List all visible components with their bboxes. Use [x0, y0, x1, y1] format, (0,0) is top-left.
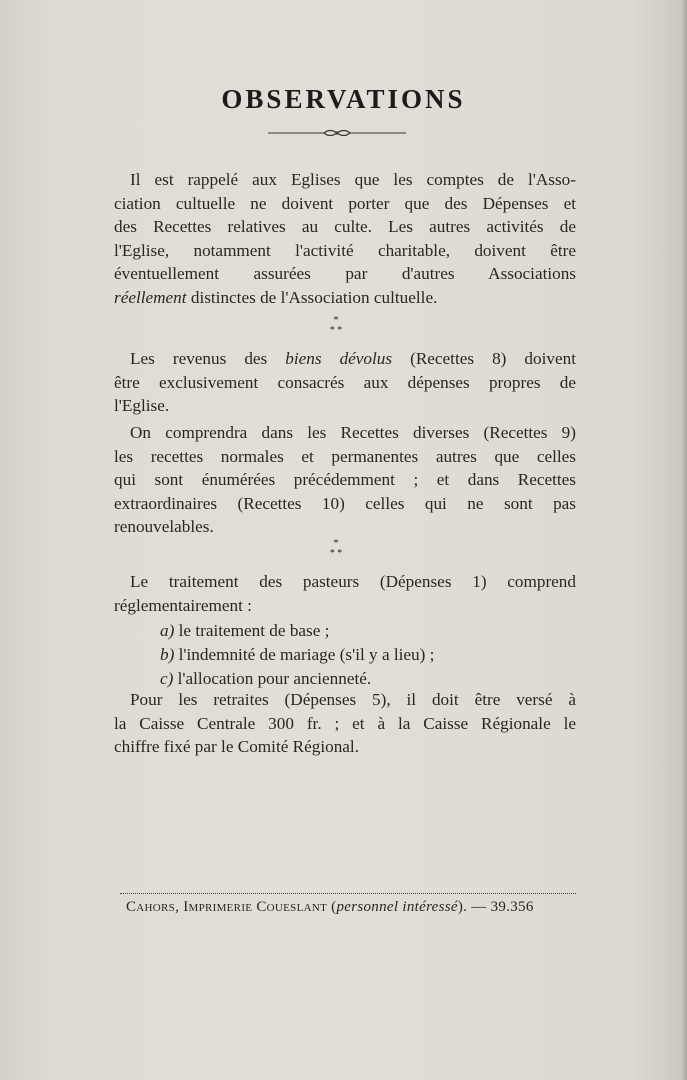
text-fragment: (Recettes 8) doivent: [392, 349, 576, 368]
text-line: Le traitement des pasteurs (Dépenses 1) comprend: [130, 572, 576, 591]
printer-colophon: Cahors, Imprimerie Coueslant (personnel intéressé). — 39.356: [126, 899, 534, 915]
list-item: [160, 643, 540, 667]
asterism-top: *: [333, 538, 339, 549]
list-item-text: le traitement de base ;: [174, 621, 330, 640]
text-line: l'Eglise.: [114, 396, 170, 415]
italic-word: réellement: [114, 287, 187, 307]
list-item-text: l'allocation pour ancienneté.: [173, 669, 372, 688]
text-line: On comprendra dans les Recettes diverses (Recettes 9): [130, 423, 576, 442]
text-line: Pour les retraites (Dépenses 5), il doit être versé à: [130, 690, 576, 709]
printer-note: personnel intéressé: [336, 899, 458, 915]
text-line: ciation cultuelle ne doivent porter que des Dépenses et: [114, 193, 576, 213]
text-fragment: distinctes de l'Association cultuelle.: [186, 287, 438, 307]
asterism-bottom: * *: [329, 325, 343, 336]
text-line: qui sont énumérées précédemment ; et dans Recettes: [114, 470, 576, 489]
footer-rule: [120, 893, 576, 894]
text-line: chiffre fixé par le Comité Régional.: [114, 737, 359, 756]
text-line: [114, 347, 576, 371]
printer-name: Cahors, Imprimerie Coueslant: [126, 899, 328, 915]
text-line: [114, 286, 576, 310]
title-ornament: [268, 125, 406, 141]
text-line: l'Eglise, notamment l'activité charitable, doivent être: [114, 240, 576, 260]
asterism-separator: [316, 539, 356, 561]
list-marker: c): [160, 669, 174, 688]
text-line: renouvelables.: [114, 517, 214, 536]
paragraph-biens-devolus: [114, 347, 576, 418]
print-number: 39.356: [490, 899, 534, 915]
paragraph-association: [114, 168, 576, 309]
text-line: des Recettes relatives au culte. Les autres activités de: [114, 217, 576, 236]
page-title: OBSERVATIONS: [221, 84, 466, 114]
asterism-top: *: [333, 315, 339, 326]
list-marker: a): [160, 621, 175, 640]
text-fragment: Les revenus des: [130, 349, 286, 368]
paragraph-traitement: [114, 570, 576, 617]
asterism-separator: [316, 316, 356, 338]
list-item-text: l'indemnité de mariage (s'il y a lieu) ;: [174, 645, 435, 664]
paragraph-recettes: [114, 421, 576, 539]
text-line: Il est rappelé aux Eglises que les comptes de l'Asso-: [130, 170, 576, 189]
italic-phrase: biens dévolus: [285, 349, 393, 368]
colophon-dash: —: [467, 899, 491, 915]
text-line: être exclusivement consacrés aux dépenses propres de: [114, 372, 576, 392]
text-line: les recettes normales et permanentes autres que celles: [114, 446, 576, 466]
text-line: la Caisse Centrale 300 fr. ; et à la Caisse Régionale le: [114, 713, 576, 733]
traitement-list: [160, 619, 540, 691]
text-line: extraordinaires (Recettes 10) celles qui ne sont pas: [114, 493, 576, 513]
list-marker: b): [160, 645, 175, 664]
asterism-bottom: * *: [329, 548, 343, 559]
list-item: [160, 619, 540, 643]
text-line: éventuellement assurées par d'autres Associations: [114, 264, 576, 283]
paragraph-retraites: [114, 688, 576, 759]
text-line: réglementairement :: [114, 595, 252, 615]
